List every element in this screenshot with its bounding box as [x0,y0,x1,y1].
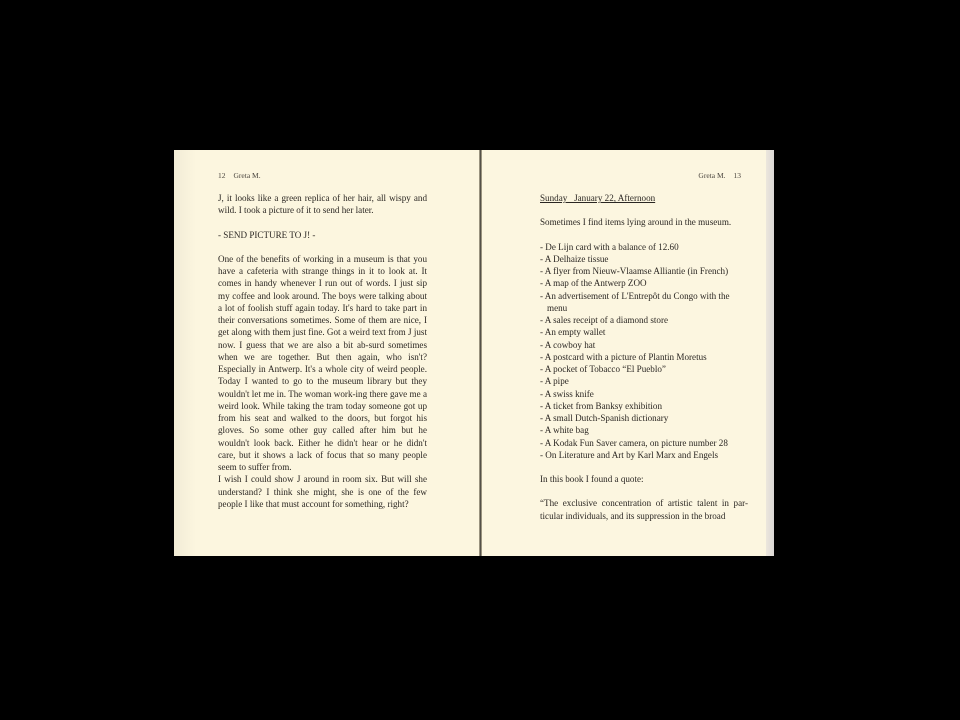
list-item: - A cowboy hat [540,339,596,350]
list-item: - A Kodak Fun Saver camera, on picture number 28 [540,437,728,448]
list-item: - A small Dutch-Spanish dictionary [540,413,669,423]
left-page-header [218,171,261,180]
left-paragraph-room-six: I wish I could show J around in room six. But will she understand? I think she might, she is one of the few people I like that must account for something, right? [218,474,427,509]
list-item: - A swiss knife [540,388,594,399]
list-item: - A sales receipt of a diamond store [540,315,669,325]
list-item: - A ticket from Banksy exhibition [540,400,662,411]
left-page-number: 12 [218,171,226,180]
quote-intro: In this book I found a quote: [540,474,644,484]
list-item: - De Lijn card with a balance of 12.60 [540,241,679,252]
found-items-list [540,241,748,462]
left-page [174,150,479,556]
open-book [174,150,774,556]
list-item-continuation: menu [547,302,568,313]
left-note-reminder: - SEND PICTURE TO J! - [218,229,316,240]
quote-text: “The exclusive concentration of artistic talent in par-ticular individuals, and its suppression in the broad [540,498,748,521]
right-intro: Sometimes I find items lying around in the museum. [540,217,732,228]
list-item: - An advertisement of L'Entrepôt du Congo with the [540,290,730,301]
right-page-number: 13 [733,171,741,180]
left-paragraph-opening: J, it looks like a green replica of her hair, all wispy and wild. I took a picture of it to send her later. [218,193,427,216]
list-item: - An empty wallet [540,327,606,338]
list-item: - A flyer from Nieuw-Vlaamse Alliantie (in French) [540,266,729,276]
list-item: - A pipe [540,376,569,387]
list-item: - A pocket of Tobacco “El Pueblo” [540,364,666,374]
left-running-head: Greta M. [233,171,261,180]
list-item: - A map of the Antwerp ZOO [540,278,647,289]
left-paragraph-museum: One of the benefits of working in a museum is that you have a cafeteria with strange things in it to look at. It comes in handy whenever I run out of words. I just sip my coffee and look around. The boys were talking about a lot of foolish stuff again today. It's hard to take part in their conversations sometimes. Some of them are nice, I get along with them just fine. Got a weird text from J just now. I guess that we are also a bit ab-surd sometimes when we are together. But then again, who isn't? Especially in Antwerp. It's a whole city of weird people. Today I wanted to go to the museum library but they wouldn't let me in. The woman work-ing there gave me a weird look. While taking the tram today someone got up from his seat and walked to the doors, but forgot his gloves. So some other guy called after him but he wouldn't look back. Either he didn't hear or he didn't care, but it shows a lack of focus that so many people seem to suffer from. [218,253,427,472]
list-item: - A Delhaize tissue [540,253,609,264]
list-item: - A white bag [540,425,589,436]
list-item: - A postcard with a picture of Plantin Moretus [540,351,707,362]
list-item: - On Literature and Art by Karl Marx and Engels [540,449,719,460]
left-page-body [218,192,427,510]
dateline: Sunday January 22, Afternoon [540,193,656,203]
right-page [482,150,774,556]
right-page-body [540,192,748,522]
right-running-head: Greta M. [698,171,726,180]
right-page-header [698,171,741,180]
